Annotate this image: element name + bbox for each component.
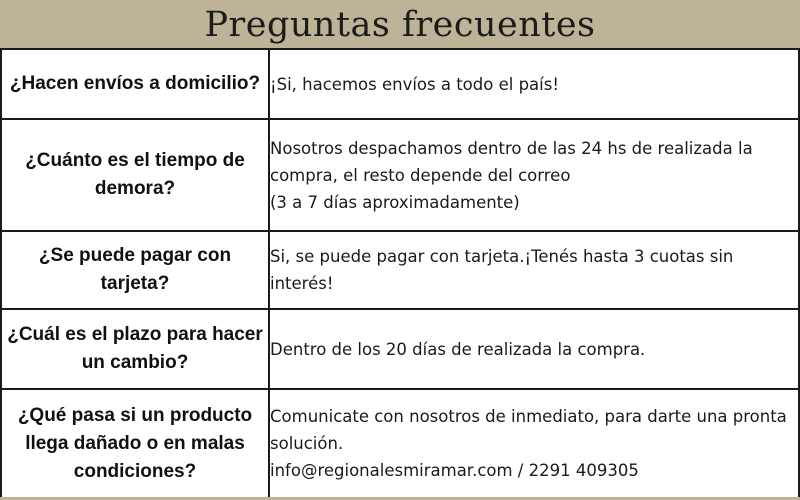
faq-answer-line: (3 a 7 días aproximadamente) [270, 192, 520, 212]
faq-answer [269, 119, 799, 231]
faq-answer [269, 49, 799, 119]
faq-row [1, 309, 799, 389]
faq-question: ¿Cuál es el plazo para hacer un cambio? [1, 309, 269, 389]
faq-answer-line: Nosotros despachamos dentro de las 24 hs de realizada la compra, el resto depende del correo [270, 138, 753, 185]
faq-row [1, 231, 799, 309]
faq-question: ¿Se puede pagar con tarjeta? [1, 231, 269, 309]
faq-answer-line: ¡Si, hacemos envíos a todo el país! [270, 74, 559, 94]
faq-answer-line: Si, se puede pagar con tarjeta.¡Tenés hasta 3 cuotas sin interés! [270, 247, 734, 293]
faq-answer [269, 309, 799, 389]
page-title: Preguntas frecuentes [204, 4, 596, 45]
faq-contact-line: info@regionalesmiramar.com / 2291 409305 [270, 461, 639, 480]
faq-row [1, 49, 799, 119]
faq-answer [269, 231, 799, 309]
faq-row [1, 389, 799, 498]
faq-question: ¿Cuánto es el tiempo de demora? [1, 119, 269, 231]
faq-answer-line: Dentro de los 20 días de realizada la compra. [270, 339, 646, 359]
faq-question: ¿Hacen envíos a domicilio? [1, 49, 269, 119]
faq-row [1, 119, 799, 231]
faq-question: ¿Qué pasa si un producto llega dañado o en malas condiciones? [1, 389, 269, 498]
header-banner [0, 0, 800, 48]
faq-table [0, 48, 800, 499]
faq-answer-line: Comunicate con nosotros de inmediato, para darte una pronta solución. [270, 407, 787, 453]
faq-answer [269, 389, 799, 498]
